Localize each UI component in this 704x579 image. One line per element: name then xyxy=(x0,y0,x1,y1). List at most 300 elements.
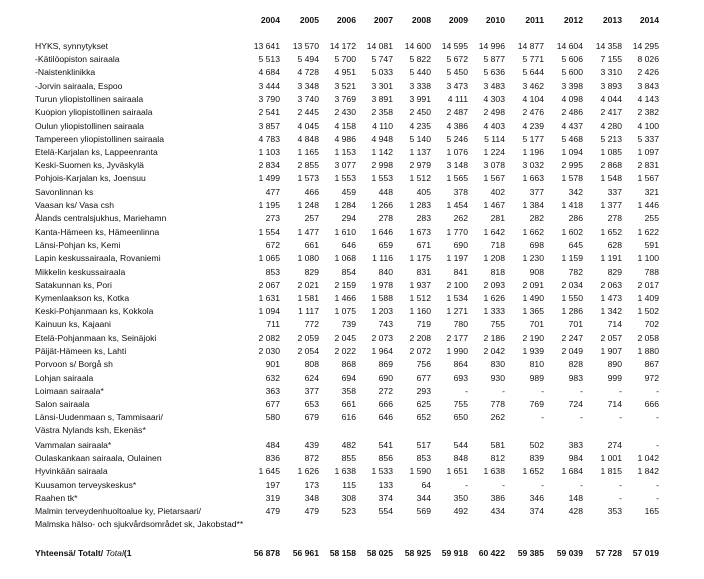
cell-value: 930 xyxy=(490,373,505,383)
cell-value: 5 636 xyxy=(483,67,505,77)
cell-value: 1 094 xyxy=(258,306,280,316)
cell-value: 337 xyxy=(607,187,622,197)
cell-value: 13 570 xyxy=(292,41,319,51)
cell-value: 719 xyxy=(416,319,431,329)
cell-value: 1 197 xyxy=(446,253,468,263)
cell-value: 5 877 xyxy=(483,54,505,64)
hospital-name: -Kätilöopiston sairaala xyxy=(35,54,120,64)
cell-value: 1 085 xyxy=(600,147,622,157)
cell-value: 1 565 xyxy=(446,173,468,183)
year-header: 2005 xyxy=(299,15,319,25)
hospital-name: HYKS, synnytykset xyxy=(35,41,109,51)
cell-value: 3 348 xyxy=(297,81,319,91)
cell-value: 1 271 xyxy=(446,306,468,316)
cell-value: 2 487 xyxy=(446,107,468,117)
cell-value: 1 880 xyxy=(637,346,659,356)
cell-value: 1 100 xyxy=(637,253,659,263)
cell-value: 839 xyxy=(529,453,544,463)
cell-value: 625 xyxy=(416,399,431,409)
cell-value: 2 831 xyxy=(637,160,659,170)
cell-value: 4 848 xyxy=(297,134,319,144)
cell-value: - xyxy=(541,480,544,490)
cell-value: 869 xyxy=(378,359,393,369)
cell-value: 836 xyxy=(265,453,280,463)
cell-value: 1 248 xyxy=(297,200,319,210)
cell-value: 2 100 xyxy=(446,280,468,290)
cell-value: 1 466 xyxy=(334,293,356,303)
table-row xyxy=(0,479,704,491)
cell-value: 632 xyxy=(265,373,280,383)
cell-value: 1 638 xyxy=(483,466,505,476)
cell-value: 2 995 xyxy=(561,160,583,170)
cell-value: 1 512 xyxy=(409,173,431,183)
cell-value: 2 430 xyxy=(334,107,356,117)
cell-value: 679 xyxy=(304,412,319,422)
cell-value: 286 xyxy=(568,213,583,223)
cell-value: 1 208 xyxy=(483,253,505,263)
cell-value: 671 xyxy=(416,240,431,250)
hospital-name: Etelä-Karjalan ks, Lappeenranta xyxy=(35,147,158,157)
cell-value: - xyxy=(619,493,622,503)
cell-value: 2 017 xyxy=(637,280,659,290)
cell-value: 1 663 xyxy=(522,173,544,183)
cell-value: 1 642 xyxy=(483,227,505,237)
table-row xyxy=(0,398,704,410)
cell-value: 628 xyxy=(607,240,622,250)
cell-value: - xyxy=(580,412,583,422)
hospital-name: -Naistenklinikka xyxy=(35,67,96,77)
cell-value: 672 xyxy=(265,240,280,250)
cell-value: 434 xyxy=(490,506,505,516)
hospital-name: Satakunnan ks, Pori xyxy=(35,280,112,290)
cell-value: 262 xyxy=(453,213,468,223)
cell-value: 1 548 xyxy=(600,173,622,183)
cell-value: 4 728 xyxy=(297,67,319,77)
cell-value: 1 567 xyxy=(483,173,505,183)
cell-value: 342 xyxy=(568,187,583,197)
cell-value: 848 xyxy=(453,453,468,463)
cell-value: 273 xyxy=(265,213,280,223)
hospital-name: Kymenlaakson ks, Kotka xyxy=(35,293,130,303)
table-row xyxy=(0,518,704,530)
hospital-name: Kuusamon terveyskeskus* xyxy=(35,480,137,490)
cell-value: 14 595 xyxy=(441,41,468,51)
table-row xyxy=(0,133,704,145)
table-row xyxy=(0,172,704,184)
year-header: 2013 xyxy=(602,15,622,25)
cell-value: 14 877 xyxy=(517,41,544,51)
cell-value: 853 xyxy=(265,267,280,277)
cell-value: 591 xyxy=(644,240,659,250)
cell-value: 1 939 xyxy=(522,346,544,356)
cell-value: 1 610 xyxy=(334,227,356,237)
cell-value: 14 604 xyxy=(556,41,583,51)
cell-value: 645 xyxy=(568,240,583,250)
cell-value: 14 295 xyxy=(632,41,659,51)
cell-value: 701 xyxy=(568,319,583,329)
cell-value: 830 xyxy=(490,359,505,369)
cell-value: 1 076 xyxy=(446,147,468,157)
cell-value: 1 626 xyxy=(297,466,319,476)
cell-value: 2 045 xyxy=(334,333,356,343)
cell-value: 4 986 xyxy=(334,134,356,144)
table-row xyxy=(0,305,704,317)
cell-value: 2 498 xyxy=(483,107,505,117)
cell-value: 5 246 xyxy=(446,134,468,144)
cell-value: 1 075 xyxy=(334,306,356,316)
cell-value: 7 155 xyxy=(600,54,622,64)
cell-value: 2 979 xyxy=(409,160,431,170)
cell-value: 853 xyxy=(416,453,431,463)
cell-value: 1 068 xyxy=(334,253,356,263)
hospital-name: Oulun yliopistollinen sairaala xyxy=(35,121,144,131)
total-value: 60 422 xyxy=(478,548,505,558)
cell-value: 3 310 xyxy=(600,67,622,77)
cell-value: 714 xyxy=(607,399,622,409)
hospital-name: Kainuun ks, Kajaani xyxy=(35,319,111,329)
cell-value: 1 477 xyxy=(297,227,319,237)
cell-value: 5 440 xyxy=(409,67,431,77)
cell-value: 867 xyxy=(644,359,659,369)
cell-value: 374 xyxy=(529,506,544,516)
cell-value: 693 xyxy=(453,373,468,383)
cell-value: 702 xyxy=(644,319,659,329)
cell-value: 828 xyxy=(568,359,583,369)
hospital-name: -Jorvin sairaala, Espoo xyxy=(35,81,123,91)
hospital-name: Turun yliopistollinen sairaala xyxy=(35,94,144,104)
cell-value: 4 280 xyxy=(600,121,622,131)
year-header: 2007 xyxy=(373,15,393,25)
cell-value: - xyxy=(619,480,622,490)
total-value: 58 025 xyxy=(366,548,393,558)
cell-value: 5 700 xyxy=(334,54,356,64)
cell-value: 1 230 xyxy=(522,253,544,263)
cell-value: 14 172 xyxy=(329,41,356,51)
cell-value: 3 301 xyxy=(371,81,393,91)
table-row xyxy=(0,80,704,92)
cell-value: - xyxy=(502,480,505,490)
cell-value: - xyxy=(465,480,468,490)
hospital-name: Malmska hälso- och sjukvårdsområdet sk, Jakobstad** xyxy=(35,519,244,529)
cell-value: 13 641 xyxy=(253,41,280,51)
cell-value: 2 358 xyxy=(371,107,393,117)
cell-value: 724 xyxy=(568,399,583,409)
cell-value: 5 337 xyxy=(637,134,659,144)
cell-value: 3 078 xyxy=(483,160,505,170)
cell-value: 1 195 xyxy=(258,200,280,210)
cell-value: 2 541 xyxy=(258,107,280,117)
cell-value: 5 468 xyxy=(561,134,583,144)
cell-value: 2 208 xyxy=(409,333,431,343)
cell-value: - xyxy=(656,386,659,396)
cell-value: 1 454 xyxy=(446,200,468,210)
cell-value: 517 xyxy=(416,440,431,450)
cell-value: 2 072 xyxy=(409,346,431,356)
cell-value: 3 483 xyxy=(483,81,505,91)
table-row xyxy=(0,239,704,251)
cell-value: 983 xyxy=(568,373,583,383)
total-value: 58 925 xyxy=(404,548,431,558)
table-row xyxy=(0,40,704,52)
cell-value: 1 165 xyxy=(297,147,319,157)
cell-value: 1 590 xyxy=(409,466,431,476)
cell-value: 4 158 xyxy=(334,121,356,131)
cell-value: 3 891 xyxy=(371,94,393,104)
cell-value: - xyxy=(656,412,659,422)
total-value: 56 961 xyxy=(292,548,319,558)
cell-value: 743 xyxy=(378,319,393,329)
cell-value: 4 239 xyxy=(522,121,544,131)
cell-value: 755 xyxy=(453,399,468,409)
table-row xyxy=(0,199,704,211)
cell-value: 133 xyxy=(378,480,393,490)
cell-value: 5 672 xyxy=(446,54,468,64)
cell-value: 1 512 xyxy=(409,293,431,303)
hospital-name: Kuopion yliopistollinen sairaala xyxy=(35,107,153,117)
cell-value: 4 045 xyxy=(297,121,319,131)
hospital-name: Oulaskankaan sairaala, Oulainen xyxy=(35,453,162,463)
cell-value: - xyxy=(656,480,659,490)
cell-value: 854 xyxy=(341,267,356,277)
hospital-name: Lohjan sairaala xyxy=(35,373,94,383)
cell-value: 554 xyxy=(378,506,393,516)
cell-value: 308 xyxy=(341,493,356,503)
cell-value: 569 xyxy=(416,506,431,516)
cell-value: 818 xyxy=(490,267,505,277)
cell-value: 2 486 xyxy=(561,107,583,117)
cell-value: 2 445 xyxy=(297,107,319,117)
hospital-name: Kanta-Hämeen ks, Hämeenlinna xyxy=(35,227,160,237)
cell-value: 1 160 xyxy=(409,306,431,316)
cell-value: 272 xyxy=(378,386,393,396)
cell-value: 788 xyxy=(644,267,659,277)
cell-value: 666 xyxy=(378,399,393,409)
cell-value: 1 159 xyxy=(561,253,583,263)
cell-value: 2 067 xyxy=(258,280,280,290)
cell-value: 984 xyxy=(568,453,583,463)
year-header: 2010 xyxy=(485,15,505,25)
cell-value: 165 xyxy=(644,506,659,516)
cell-value: 1 080 xyxy=(297,253,319,263)
cell-value: 2 868 xyxy=(600,160,622,170)
cell-value: 864 xyxy=(453,359,468,369)
cell-value: 580 xyxy=(265,412,280,422)
cell-value: 405 xyxy=(416,187,431,197)
hospital-name: Malmin terveydenhuoltoalue ky, Pietarsaari/ xyxy=(35,506,202,516)
cell-value: 358 xyxy=(341,386,356,396)
cell-value: 1 103 xyxy=(258,147,280,157)
cell-value: 1 652 xyxy=(600,227,622,237)
cell-value: 701 xyxy=(529,319,544,329)
cell-value: 5 140 xyxy=(409,134,431,144)
hospital-name: Pohjois-Karjalan ks, Joensuu xyxy=(35,173,146,183)
table-row xyxy=(0,424,704,436)
cell-value: 2 030 xyxy=(258,346,280,356)
cell-value: 2 063 xyxy=(600,280,622,290)
table-row xyxy=(0,93,704,105)
cell-value: 148 xyxy=(568,493,583,503)
hospital-name: Loimaan sairaala* xyxy=(35,386,104,396)
cell-value: - xyxy=(502,386,505,396)
table-row xyxy=(0,372,704,384)
cell-value: 1 191 xyxy=(600,253,622,263)
cell-value: 3 338 xyxy=(409,81,431,91)
cell-value: 1 626 xyxy=(483,293,505,303)
cell-value: 5 606 xyxy=(561,54,583,64)
cell-value: 755 xyxy=(490,319,505,329)
cell-value: 624 xyxy=(304,373,319,383)
cell-value: - xyxy=(580,386,583,396)
cell-value: 1 473 xyxy=(600,293,622,303)
cell-value: 3 790 xyxy=(258,94,280,104)
cell-value: 1 567 xyxy=(637,173,659,183)
cell-value: 2 054 xyxy=(297,346,319,356)
cell-value: - xyxy=(541,386,544,396)
cell-value: 5 600 xyxy=(561,67,583,77)
hospital-name: Keski-Suomen ks, Jyväskylä xyxy=(35,160,144,170)
cell-value: 856 xyxy=(378,453,393,463)
hospital-name: Västra Nylands ksh, Ekenäs* xyxy=(35,425,146,435)
cell-value: 3 473 xyxy=(446,81,468,91)
hospital-name: Vammalan sairaala* xyxy=(35,440,112,450)
cell-value: 1 283 xyxy=(409,200,431,210)
cell-value: 2 042 xyxy=(483,346,505,356)
year-header: 2014 xyxy=(639,15,659,25)
cell-value: 1 645 xyxy=(258,466,280,476)
cell-value: 4 951 xyxy=(334,67,356,77)
cell-value: 2 177 xyxy=(446,333,468,343)
cell-value: 14 996 xyxy=(478,41,505,51)
cell-value: 1 446 xyxy=(637,200,659,210)
cell-value: 402 xyxy=(490,187,505,197)
cell-value: 466 xyxy=(304,187,319,197)
cell-value: 677 xyxy=(416,373,431,383)
cell-value: 690 xyxy=(453,240,468,250)
cell-value: 377 xyxy=(529,187,544,197)
cell-value: 653 xyxy=(304,399,319,409)
cell-value: 274 xyxy=(607,440,622,450)
cell-value: 1 377 xyxy=(600,200,622,210)
cell-value: 3 893 xyxy=(600,81,622,91)
cell-value: 812 xyxy=(490,453,505,463)
cell-value: 855 xyxy=(341,453,356,463)
table-row xyxy=(0,66,704,78)
table-row xyxy=(0,492,704,504)
total-value: 59 918 xyxy=(441,548,468,558)
cell-value: 5 450 xyxy=(446,67,468,77)
cell-value: 872 xyxy=(304,453,319,463)
cell-value: 541 xyxy=(378,440,393,450)
cell-value: 677 xyxy=(265,399,280,409)
cell-value: 3 843 xyxy=(637,81,659,91)
table-row xyxy=(0,266,704,278)
cell-value: 348 xyxy=(304,493,319,503)
cell-value: 1 001 xyxy=(600,453,622,463)
hospital-name: Hyvinkään sairaala xyxy=(35,466,108,476)
year-header-row xyxy=(0,14,704,26)
cell-value: 479 xyxy=(265,506,280,516)
cell-value: 1 573 xyxy=(297,173,319,183)
cell-value: 2 186 xyxy=(483,333,505,343)
cell-value: 652 xyxy=(416,412,431,422)
cell-value: - xyxy=(465,386,468,396)
hospital-name: Lapin keskussairaala, Rovaniemi xyxy=(35,253,161,263)
cell-value: 840 xyxy=(378,267,393,277)
cell-value: 4 783 xyxy=(258,134,280,144)
year-header: 2011 xyxy=(525,15,544,25)
cell-value: 2 049 xyxy=(561,346,583,356)
total-value: 59 385 xyxy=(517,548,544,558)
table-row xyxy=(0,358,704,370)
cell-value: 2 034 xyxy=(561,280,583,290)
cell-value: 1 673 xyxy=(409,227,431,237)
cell-value: 2 417 xyxy=(600,107,622,117)
cell-value: 115 xyxy=(342,480,356,490)
cell-value: 502 xyxy=(529,440,544,450)
cell-value: 5 513 xyxy=(258,54,280,64)
year-header: 2012 xyxy=(563,15,583,25)
cell-value: 1 065 xyxy=(258,253,280,263)
cell-value: 1 550 xyxy=(561,293,583,303)
year-header: 2009 xyxy=(448,15,468,25)
cell-value: 439 xyxy=(304,440,319,450)
cell-value: 659 xyxy=(378,240,393,250)
cell-value: 666 xyxy=(644,399,659,409)
cell-value: 492 xyxy=(453,506,468,516)
cell-value: 1 342 xyxy=(600,306,622,316)
cell-value: 1 842 xyxy=(637,466,659,476)
cell-value: 2 247 xyxy=(561,333,583,343)
cell-value: 257 xyxy=(304,213,319,223)
table-row xyxy=(0,279,704,291)
cell-value: 282 xyxy=(529,213,544,223)
cell-value: 5 822 xyxy=(409,54,431,64)
cell-value: 523 xyxy=(341,506,356,516)
cell-value: 1 907 xyxy=(600,346,622,356)
table-row xyxy=(0,186,704,198)
cell-value: 646 xyxy=(341,240,356,250)
table-row xyxy=(0,332,704,344)
cell-value: 661 xyxy=(341,399,356,409)
cell-value: 2 093 xyxy=(483,280,505,290)
cell-value: 294 xyxy=(341,213,356,223)
hospital-name: Vaasan ks/ Vasa csh xyxy=(35,200,114,210)
cell-value: 831 xyxy=(416,267,431,277)
cell-value: 2 426 xyxy=(637,67,659,77)
hospital-name: Ålands centralsjukhus, Mariehamn xyxy=(35,213,167,223)
cell-value: 321 xyxy=(644,187,659,197)
cell-value: 1 203 xyxy=(371,306,393,316)
cell-value: 353 xyxy=(607,506,622,516)
cell-value: 1 499 xyxy=(258,173,280,183)
hospital-name: Savonlinnan ks xyxy=(35,187,94,197)
cell-value: 4 235 xyxy=(409,121,431,131)
cell-value: 1 581 xyxy=(297,293,319,303)
cell-value: 1 286 xyxy=(561,306,583,316)
cell-value: 1 964 xyxy=(371,346,393,356)
total-value: 56 878 xyxy=(253,548,280,558)
cell-value: 3 991 xyxy=(409,94,431,104)
cell-value: 1 224 xyxy=(483,147,505,157)
cell-value: 4 684 xyxy=(258,67,280,77)
cell-value: 2 073 xyxy=(371,333,393,343)
hospital-name: Salon sairaala xyxy=(35,399,90,409)
cell-value: 2 190 xyxy=(522,333,544,343)
cell-value: 2 059 xyxy=(297,333,319,343)
cell-value: 281 xyxy=(490,213,505,223)
cell-value: 386 xyxy=(490,493,505,503)
cell-value: 5 644 xyxy=(522,67,544,77)
